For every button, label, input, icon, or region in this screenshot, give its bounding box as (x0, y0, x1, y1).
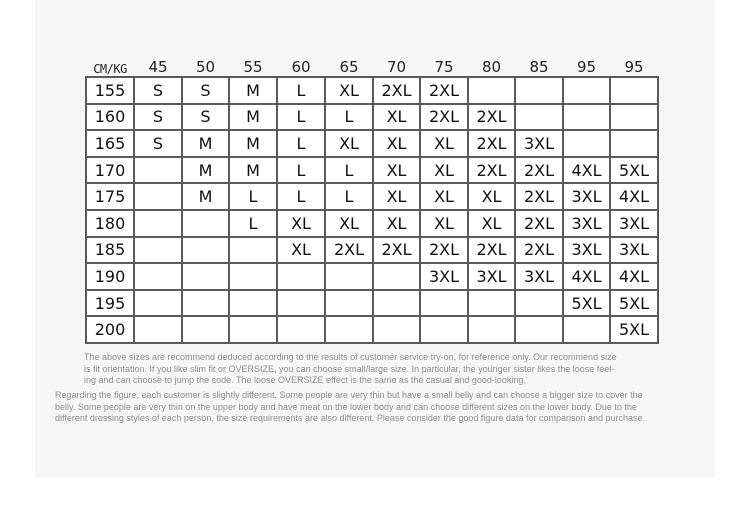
size-cell: XL (468, 183, 515, 210)
weight-header-cell: 60 (291, 58, 311, 76)
size-cell: L (277, 104, 325, 131)
size-cell: 4XL (610, 183, 658, 210)
table-row (86, 316, 658, 343)
size-cell (134, 263, 182, 290)
size-cell: XL (420, 130, 468, 157)
size-cell: L (325, 183, 373, 210)
size-cell (468, 77, 515, 104)
size-cell: L (229, 183, 277, 210)
size-cell (563, 104, 610, 131)
size-cell: M (182, 130, 229, 157)
size-cell: 5XL (610, 316, 658, 343)
size-cell (134, 157, 182, 184)
height-cell: 155 (86, 77, 134, 104)
size-cell (277, 316, 325, 343)
note-paragraph-recommendation (84, 352, 617, 387)
size-cell: 2XL (515, 210, 563, 237)
note-line: is fit orientation. If you like slim fit or OVERSIZE, you can choose small/large size. In particular, the younger sister likes the loose feel- (84, 363, 615, 374)
size-cell: XL (277, 237, 325, 264)
size-cell: 2XL (515, 237, 563, 264)
note-line: ing and can choose to jump the code. The loose OVERSIZE effect is the same as the casual and good-looking. (84, 375, 526, 386)
size-cell (134, 290, 182, 317)
size-cell: S (134, 77, 182, 104)
size-cell: L (325, 157, 373, 184)
height-cell: 165 (86, 130, 134, 157)
size-cell: 4XL (610, 263, 658, 290)
height-cell: 200 (86, 316, 134, 343)
size-cell: 2XL (515, 183, 563, 210)
weight-header-cell: 70 (386, 58, 407, 76)
size-cell: 2XL (468, 237, 515, 264)
size-cell (420, 316, 468, 343)
size-cell: L (277, 183, 325, 210)
size-cell (182, 263, 229, 290)
size-cell (373, 316, 420, 343)
size-cell: 2XL (373, 237, 420, 264)
size-cell: 2XL (515, 157, 563, 184)
height-cell: 185 (86, 237, 134, 264)
size-cell (277, 263, 325, 290)
size-cell: XL (373, 210, 420, 237)
size-cell: 2XL (420, 104, 468, 131)
note-line: belly. Some people are very thin on the upper body and have meat on the lower body and can choose different sizes on the lower body. Due to the (55, 401, 637, 412)
size-cell: S (134, 130, 182, 157)
size-cell (325, 316, 373, 343)
size-cell: XL (373, 130, 420, 157)
size-cell: L (229, 210, 277, 237)
size-cell (229, 316, 277, 343)
size-cell (134, 183, 182, 210)
size-cell (182, 210, 229, 237)
size-cell (373, 290, 420, 317)
size-cell: M (229, 104, 277, 131)
size-cell: 4XL (563, 263, 610, 290)
size-cell: 3XL (563, 237, 610, 264)
weight-header-cell: 95 (576, 58, 597, 76)
note-line: Regarding the figure, each customer is slightly different. Some people are very thin but have a small belly and can choose a bigger size to cover the (55, 390, 643, 400)
note-line: The above sizes are recommend deduced according to the results of customer service try-on, for reference only. Our recommend size (84, 352, 617, 362)
size-cell (610, 77, 658, 104)
size-cell: M (182, 157, 229, 184)
size-cell: S (134, 104, 182, 131)
size-cell: 3XL (468, 263, 515, 290)
table-row (86, 130, 658, 157)
size-cell (468, 316, 515, 343)
height-cell: 195 (86, 290, 134, 317)
height-cell: 180 (86, 210, 134, 237)
size-cell: XL (373, 104, 420, 131)
table-row (86, 210, 658, 237)
size-cell: 3XL (610, 237, 658, 264)
size-cell (182, 290, 229, 317)
size-cell: 3XL (610, 210, 658, 237)
weight-header-cell: 80 (481, 58, 502, 76)
size-cell (515, 316, 563, 343)
size-cell (610, 104, 658, 131)
size-cell (134, 237, 182, 264)
size-cell: 5XL (610, 290, 658, 317)
size-cell: 2XL (325, 237, 373, 264)
size-cell (325, 290, 373, 317)
size-cell (563, 316, 610, 343)
weight-header-cell: 45 (148, 58, 168, 76)
size-cell: 4XL (563, 157, 610, 184)
size-cell: XL (373, 183, 420, 210)
size-cell (182, 316, 229, 343)
height-cell: 160 (86, 104, 134, 131)
size-cell (563, 130, 610, 157)
height-cell: 175 (86, 183, 134, 210)
size-cell: 2XL (420, 77, 468, 104)
weight-header-row (86, 52, 658, 77)
table-row (86, 157, 658, 184)
size-cell: 2XL (420, 237, 468, 264)
size-cell: 2XL (373, 77, 420, 104)
table-row (86, 237, 658, 264)
size-cell: S (182, 104, 229, 131)
size-cell: 3XL (515, 263, 563, 290)
size-cell: M (229, 77, 277, 104)
size-cell: XL (420, 210, 468, 237)
note-paragraph-figure (55, 390, 645, 425)
size-cell (610, 130, 658, 157)
corner-label: CM/KG (93, 62, 127, 76)
table-row (86, 104, 658, 131)
size-cell (277, 290, 325, 317)
weight-header-cell: 95 (624, 58, 644, 76)
size-cell (515, 104, 563, 131)
size-cell (468, 290, 515, 317)
size-cell: L (277, 130, 325, 157)
size-cell: XL (468, 210, 515, 237)
size-cell: XL (325, 210, 373, 237)
weight-header-cell: 65 (339, 58, 359, 76)
size-cell (182, 237, 229, 264)
size-cell: 2XL (468, 157, 515, 184)
weight-header-cell: 75 (434, 58, 454, 76)
table-row (86, 290, 658, 317)
size-cell: 3XL (420, 263, 468, 290)
size-cell (563, 77, 610, 104)
size-cell: M (229, 130, 277, 157)
size-cell: XL (373, 157, 420, 184)
weight-header-cell: 55 (243, 58, 263, 76)
size-cell: M (229, 157, 277, 184)
table-row (86, 263, 658, 290)
weight-header-cell: 85 (529, 58, 549, 76)
size-chart-table (85, 52, 659, 344)
size-cell (229, 263, 277, 290)
size-cell: XL (277, 210, 325, 237)
table-row (86, 77, 658, 104)
size-cell: L (277, 157, 325, 184)
height-cell: 170 (86, 157, 134, 184)
size-cell: 2XL (468, 130, 515, 157)
size-cell (325, 263, 373, 290)
size-cell: M (182, 183, 229, 210)
note-line: different dressing styles of each person, the size requirements are also different. Please consider the good figure data for comparison and purchase. (55, 413, 646, 424)
size-cell: 3XL (563, 210, 610, 237)
size-cell (373, 263, 420, 290)
size-cell: XL (325, 130, 373, 157)
size-cell (515, 290, 563, 317)
size-cell: L (277, 77, 325, 104)
size-cell: XL (325, 77, 373, 104)
table-body (86, 77, 658, 343)
size-cell: 5XL (563, 290, 610, 317)
size-cell (229, 290, 277, 317)
size-cell: XL (420, 183, 468, 210)
size-cell (420, 290, 468, 317)
size-cell: 3XL (563, 183, 610, 210)
size-cell: S (182, 77, 229, 104)
weight-header-cell: 50 (195, 58, 216, 76)
height-cell: 190 (86, 263, 134, 290)
size-cell: 3XL (515, 130, 563, 157)
size-cell: L (325, 104, 373, 131)
size-cell (515, 77, 563, 104)
size-cell: 2XL (468, 104, 515, 131)
table-row (86, 183, 658, 210)
size-cell: XL (420, 157, 468, 184)
size-cell (134, 210, 182, 237)
size-cell: 5XL (610, 157, 658, 184)
size-cell (229, 237, 277, 264)
size-cell (134, 316, 182, 343)
